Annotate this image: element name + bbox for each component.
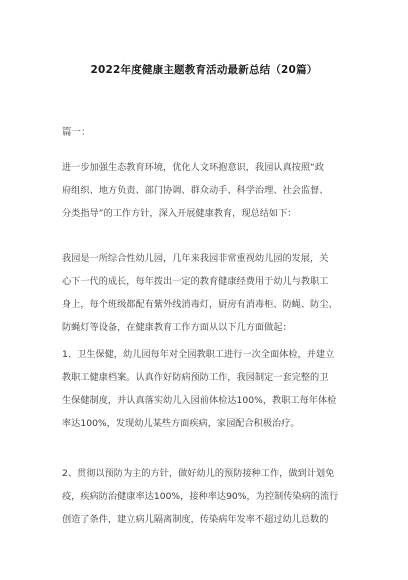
paragraph-line: 我园是一所综合性幼儿园，几年来我园非常重视幼儿园的发展，关 bbox=[62, 253, 329, 264]
paragraph-line: 疫，疾病防治健康率达100%，接种率达90%，为控制传染病的流行 bbox=[62, 491, 339, 502]
paragraph-line: 创造了条件，建立病儿隔离制度，传染病年发率不超过幼儿总数的 bbox=[62, 514, 329, 525]
document-title: 2022年度健康主题教育活动最新总结（20篇） bbox=[90, 64, 318, 76]
paragraph-line: 防蝇灯等设备，在健康教育工作方面从以下几方面做起： bbox=[62, 322, 292, 333]
paragraph-line: 2、贯彻以预防为主的方针，做好幼儿的预防接种工作，做到计划免 bbox=[62, 468, 335, 479]
paragraph-line: 府组织、地方负责、部门协调、群众动手、科学治理、社会监督、 bbox=[62, 185, 329, 196]
paragraph bbox=[62, 343, 350, 435]
paragraph-line: 心下一代的成长，每年拨出一定的教育健康经费用于幼儿与教职工 bbox=[62, 276, 329, 287]
paragraph-line: 进一步加强生态教育环境，优化人文环抱意识，我园认真按照“政 bbox=[62, 162, 325, 173]
paragraph-line: 身上，每个班级都配有紫外线消毒灯，厨房有消毒柜、防蝇、防尘、 bbox=[62, 299, 338, 310]
paragraph bbox=[62, 462, 350, 531]
paragraph-line: 教职工健康档案。认真作好防病预防工作，我园制定一套完整的卫 bbox=[62, 372, 329, 383]
paragraph-line: 率达100%，发现幼儿某些方面疾病，家园配合积极治疗。 bbox=[62, 418, 300, 429]
section-heading: 篇一： bbox=[62, 127, 91, 138]
paragraph-line: 生保健制度，并认真落实幼儿入园前体检达100%，教职工每年体检 bbox=[62, 395, 337, 406]
paragraph bbox=[62, 156, 350, 225]
paragraph-line: 1、卫生保健，幼儿园每年对全园教职工进行一次全面体检，并建立 bbox=[62, 349, 335, 360]
paragraph-line: 分类指导”的工作方针，深入开展健康教育，现总结如下： bbox=[62, 208, 297, 219]
paragraph bbox=[62, 247, 350, 339]
